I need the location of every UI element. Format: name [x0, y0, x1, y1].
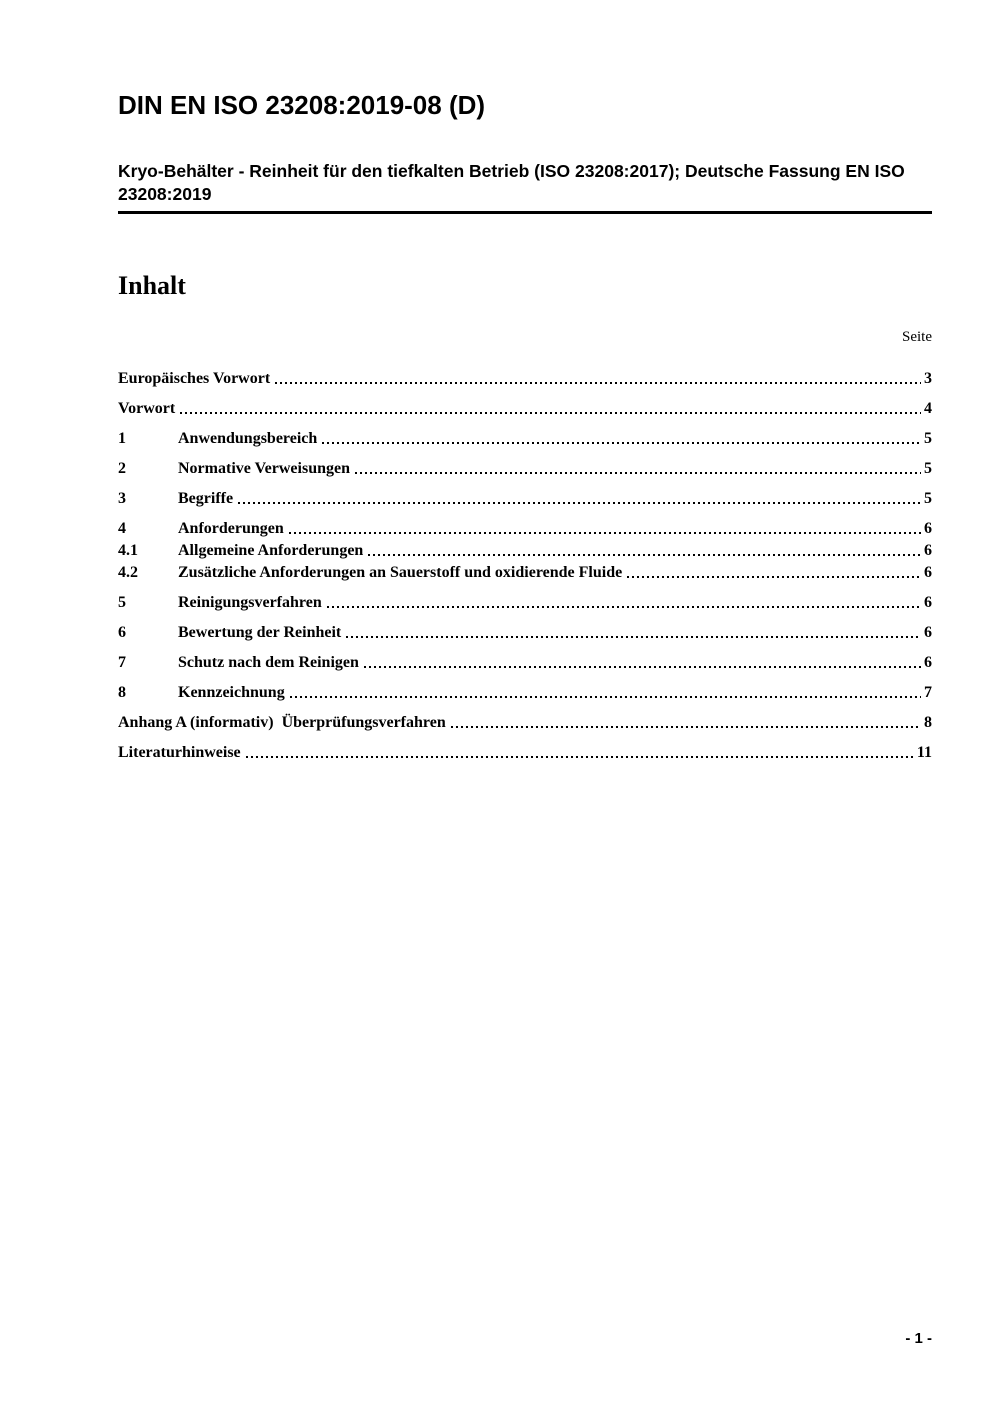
toc-entry-label: Schutz nach dem Reinigen — [178, 653, 359, 671]
page-number: - 1 - — [905, 1330, 932, 1347]
toc-entry-number: 7 — [118, 653, 126, 671]
toc-entry-page: 6 — [924, 519, 932, 537]
toc-dotted-leader — [180, 412, 921, 414]
toc-entry-page: 3 — [924, 369, 932, 387]
toc-entry — [118, 714, 932, 731]
toc-entry-number: 3 — [118, 489, 126, 507]
toc-dotted-leader — [346, 636, 921, 638]
toc-entry-label: Anforderungen — [178, 519, 284, 537]
toc-heading: Inhalt — [118, 271, 186, 301]
toc-entry-label: Zusätzliche Anforderungen an Sauerstoff und oxidierende Fluide — [178, 563, 623, 581]
toc-entry — [118, 684, 932, 701]
toc-dotted-leader — [627, 576, 921, 578]
toc-entry-number: 2 — [118, 459, 126, 477]
toc-entry — [118, 370, 932, 387]
toc-dotted-leader — [246, 756, 914, 758]
toc-entry-page: 6 — [924, 541, 932, 559]
toc-entry-page: 6 — [924, 593, 932, 611]
toc-entry-page: 6 — [924, 623, 932, 641]
toc-entry — [118, 594, 932, 611]
toc-entry-label: Vorwort — [118, 399, 176, 417]
toc-entry-page: 8 — [924, 713, 932, 731]
toc-entry-page: 7 — [924, 683, 932, 701]
toc-entry-number: 4.2 — [118, 563, 138, 581]
toc-dotted-leader — [290, 696, 921, 698]
toc-entry — [118, 490, 932, 507]
toc-entry-label: Allgemeine Anforderungen — [178, 541, 364, 559]
toc-dotted-leader — [368, 554, 921, 556]
toc-entry-number: 8 — [118, 683, 126, 701]
document-code-heading: DIN EN ISO 23208:2019-08 (D) — [118, 90, 486, 120]
toc-entry — [118, 460, 932, 477]
toc-entry-page: 4 — [924, 399, 932, 417]
toc-entry — [118, 430, 932, 447]
toc-entry-number: 4.1 — [118, 541, 138, 559]
toc-entry-number: 5 — [118, 593, 126, 611]
toc-entry-page: 5 — [924, 459, 932, 477]
toc-entry-label: Bewertung der Reinheit — [178, 623, 342, 641]
toc-entry-label: Reinigungsverfahren — [178, 593, 322, 611]
toc-entry-label: Kennzeichnung — [178, 683, 285, 701]
toc-entry-page: 6 — [924, 653, 932, 671]
toc-list — [118, 370, 932, 761]
toc-entry-number: 1 — [118, 429, 126, 447]
toc-dotted-leader — [238, 502, 921, 504]
toc-entry — [118, 654, 932, 671]
toc-entry — [118, 542, 932, 559]
toc-dotted-leader — [275, 382, 921, 384]
toc-entry-label: Literaturhinweise — [118, 743, 241, 761]
toc-entry-page: 5 — [924, 489, 932, 507]
toc-entry — [118, 564, 932, 581]
toc-dotted-leader — [327, 606, 921, 608]
toc-dotted-leader — [451, 726, 921, 728]
document-title: Kryo-Behälter - Reinheit für den tiefkalten Betrieb (ISO 23208:2017); Deutsche Fassung EN ISO 23208:2019 — [118, 160, 932, 214]
toc-entry-page: 11 — [916, 743, 932, 761]
toc-entry-label: Anwendungsbereich — [178, 429, 318, 447]
toc-entry — [118, 400, 932, 417]
toc-dotted-leader — [364, 666, 921, 668]
toc-entry — [118, 520, 932, 537]
toc-entry-label: Begriffe — [178, 489, 234, 507]
toc-entry — [118, 624, 932, 641]
toc-entry-label: Europäisches Vorwort — [118, 369, 271, 387]
toc-entry-label: Anhang A (informativ) Überprüfungsverfahren — [118, 713, 446, 731]
toc-entry-page: 5 — [924, 429, 932, 447]
toc-dotted-leader — [289, 532, 921, 534]
toc-entry-label: Normative Verweisungen — [178, 459, 350, 477]
toc-dotted-leader — [355, 472, 921, 474]
toc-entry — [118, 744, 932, 761]
toc-entry-number: 6 — [118, 623, 126, 641]
toc-entry-page: 6 — [924, 563, 932, 581]
page-content — [0, 92, 992, 761]
toc-entry-number: 4 — [118, 519, 126, 537]
toc-page-column-label: Seite — [902, 328, 932, 345]
toc-dotted-leader — [322, 442, 921, 444]
